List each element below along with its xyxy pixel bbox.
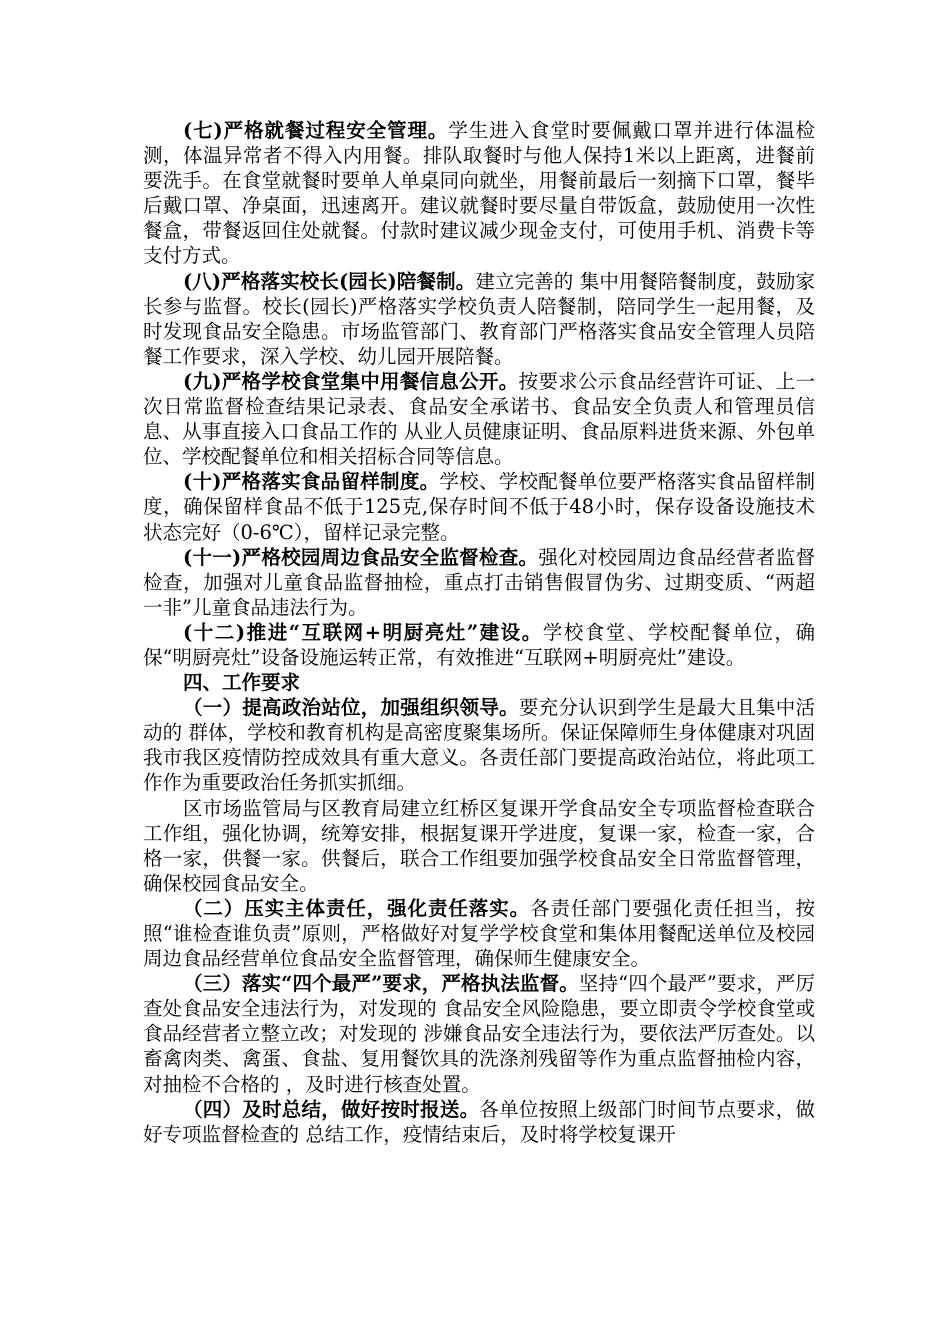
paragraph-heading: （三）落实“四个最严”要求，严格执法监督。 bbox=[182, 972, 579, 996]
requirement-1-detail bbox=[143, 796, 815, 896]
paragraph-text: 强化对校园周边食品经营者监督检查，加强对儿童食品监督抽检，重点打击销售假冒伪劣、过期变质、“两超一非”儿童食品违法行为。 bbox=[143, 545, 815, 619]
paragraph-10 bbox=[143, 469, 815, 544]
paragraph-7 bbox=[143, 118, 815, 269]
paragraph-text: 建立完善的 集中用餐陪餐制度，鼓励家长参与监督。校长(园长)严格落实学校负责人陪餐制，陪同学生一起用餐，及时发现食品安全隐患。市场监管部门、教育部门严格落实食品安全管理人员陪餐工作要求，深入学校、幼儿园开展陪餐。 bbox=[143, 269, 816, 368]
paragraph-11 bbox=[143, 545, 815, 620]
paragraph-8 bbox=[143, 269, 815, 369]
paragraph-text: 按要求公示食品经营许可证、上一次日常监督检查结果记录表、食品安全承诺书、食品安全负责人和管理员信息、从事直接入口食品工作的 从业人员健康证明、食品原料进货来源、外包单位、学校配餐单位和相关招标合同等信息。 bbox=[143, 369, 815, 469]
paragraph-text: 各责任部门要强化责任担当，按照“谁检查谁负责”原则，严格做好对复学学校食堂和集体用餐配送单位及校园周边食品经营单位食品安全监督管理，确保师生健康安全。 bbox=[143, 896, 815, 971]
paragraph-heading: （二）压实主体责任，强化责任落实。 bbox=[182, 896, 531, 920]
paragraph-heading: (十)严格落实食品留样制度。 bbox=[182, 470, 440, 494]
paragraph-heading: （四）及时总结，做好按时报送。 bbox=[182, 1097, 480, 1121]
paragraph-9 bbox=[143, 369, 815, 469]
paragraph-heading: (八)严格落实校长(园长)陪餐制。 bbox=[182, 269, 476, 293]
paragraph-heading: (十一)严格校园周边食品安全监督检查。 bbox=[182, 545, 539, 569]
paragraph-heading: (十二)推进“互联网+明厨亮灶”建设。 bbox=[182, 620, 543, 644]
paragraph-text: 学生进入食堂时要佩戴口罩并进行体温检测，体温异常者不得入内用餐。排队取餐时与他人保持1米以上距离，进餐前要洗手。在食堂就餐时要单人单桌同向就坐，用餐前最后一刻摘下口罩，餐毕后戴口罩、净桌面，迅速离开。建议就餐时要尽量自带饭盒，鼓励使用一次性餐盒，带餐返回住处就餐。付款时建议减少现金支付，可使用手机、消费卡等支付方式。 bbox=[143, 119, 815, 268]
document-body bbox=[143, 118, 815, 1147]
paragraph-text: 坚持“四个最严”要求，严厉查处食品安全违法行为，对发现的 食品安全风险隐患，要立即责令学校食堂或食品经营者立整立改；对发现的 涉嫌食品安全违法行为，要依法严厉查处。以畜禽肉类、禽蛋、食盐、复用餐饮具的洗涤剂残留等作为重点监督抽检内容，对抽检不合格的 ，及时进行核查处置。 bbox=[143, 972, 815, 1096]
paragraph-heading: （一）提高政治站位，加强组织领导。 bbox=[182, 696, 519, 720]
paragraph-12 bbox=[143, 620, 815, 670]
paragraph-text: 区市场监管局与区教育局建立红桥区复课开学食品安全专项监督检查联合工作组，强化协调，统筹安排，根据复课开学进度，复课一家，检查一家，合格一家，供餐一家。供餐后，联合工作组要加强学校食品安全日常监督管理，确保校园食品安全。 bbox=[143, 796, 815, 895]
requirement-1 bbox=[143, 695, 815, 795]
paragraph-text: 学校食堂、学校配餐单位，确保“明厨亮灶”设备设施运转正常，有效推进“互联网+明厨亮灶”建设。 bbox=[143, 620, 815, 669]
requirement-3 bbox=[143, 971, 815, 1096]
section-heading: 四、工作要求 bbox=[182, 671, 300, 695]
requirement-2 bbox=[143, 896, 815, 971]
paragraph-text: 要充分认识到学生是最大且集中活动的 群体，学校和教育机构是高密度聚集场所。保证保障师生身体健康对巩固我市我区疫情防控成效具有重大意义。各责任部门要提高政治站位，将此项工作作为重要政治任务抓实抓细。 bbox=[143, 696, 815, 795]
paragraph-text: 学校、学校配餐单位要严格落实食品留样制度，确保留样食品不低于125克,保存时间不低于48小时，保存设备设施技术状态完好（0-6℃），留样记录完整。 bbox=[143, 470, 815, 544]
requirement-4 bbox=[143, 1097, 815, 1147]
paragraph-text: 各单位按照上级部门时间节点要求，做好专项监督检查的 总结工作，疫情结束后，及时将学校复课开 bbox=[143, 1097, 815, 1146]
paragraph-heading: (九)严格学校食堂集中用餐信息公开。 bbox=[182, 369, 519, 393]
paragraph-heading: (七)严格就餐过程安全管理。 bbox=[182, 119, 449, 142]
